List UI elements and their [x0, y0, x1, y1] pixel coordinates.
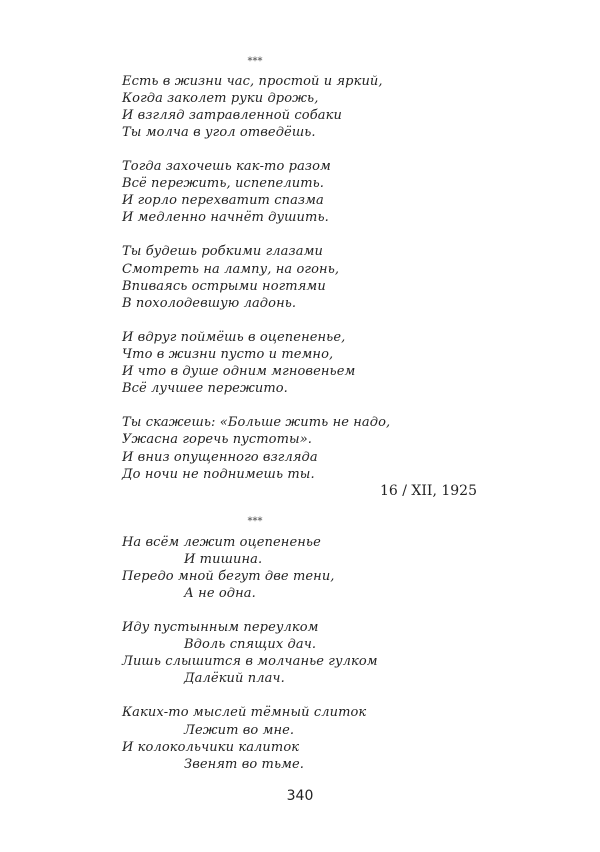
- stanza: [122, 414, 482, 482]
- poem-line: Смотреть на лампу, на огонь,: [122, 261, 340, 277]
- poem-line: Звенят во тьме.: [184, 756, 305, 772]
- poem-line: До ночи не поднимешь ты.: [122, 466, 315, 482]
- poem-line: И колокольчики калиток: [122, 739, 300, 755]
- poem-line: Всё пережить, испепелить.: [122, 176, 325, 192]
- poem-line: И что в душе одним мгновеньем: [122, 364, 356, 380]
- poem-line: Всё лучшее пережито.: [122, 381, 288, 397]
- poem-line: Когда заколет руки дрожь,: [122, 90, 319, 106]
- poem-line: И вниз опущенного взгляда: [122, 449, 318, 465]
- poem-line: И горло перехватит спазма: [122, 193, 324, 209]
- poem-line: В похолодевшую ладонь.: [122, 295, 297, 311]
- stanza: [122, 329, 482, 397]
- stanza: [122, 158, 482, 226]
- poem-line: А не одна.: [184, 585, 256, 601]
- poem-line: Каких-то мыслей тёмный слиток: [122, 705, 367, 721]
- poem-line: И тишина.: [184, 551, 263, 567]
- poem-line: И взгляд затравленной собаки: [122, 107, 342, 123]
- poem-line: Есть в жизни час, простой и яркий,: [122, 73, 383, 89]
- stanza: [122, 73, 482, 141]
- poem-line: Далёкий плач.: [184, 671, 285, 687]
- poem-line: Передо мной бегут две тени,: [122, 568, 335, 584]
- poem-line: Ты молча в угол отведёшь.: [122, 124, 316, 140]
- poem-2-separator: ***: [247, 516, 263, 527]
- page-number: 340: [286, 788, 314, 804]
- poem-line: Иду пустынным переулком: [122, 619, 319, 635]
- poem-line: Тогда захочешь как-то разом: [122, 158, 331, 174]
- poem-1-date: 16 / XII, 1925: [380, 483, 477, 499]
- poem-line: На всём лежит оцепененье: [122, 534, 321, 550]
- stanza: [122, 619, 482, 687]
- poem-2: [122, 534, 482, 773]
- poem-line: Что в жизни пусто и темно,: [122, 347, 334, 362]
- poem-1-separator: ***: [247, 56, 263, 67]
- poem-line: Лежит во мне.: [184, 722, 295, 738]
- poem-line: Вдоль спящих дач.: [184, 637, 317, 653]
- poem-1: [122, 73, 482, 483]
- stanza: [122, 243, 482, 311]
- poem-line: И медленно начнёт душить.: [122, 210, 329, 226]
- poem-line: Лишь слышится в молчанье гулком: [122, 654, 378, 670]
- poem-line: Ты скажешь: «Больше жить не надо,: [122, 415, 391, 431]
- poem-line: И вдруг поймёшь в оцепененье,: [122, 329, 346, 345]
- poem-line: Ужасна горечь пустоты».: [122, 432, 313, 448]
- stanza: [122, 704, 482, 772]
- stanza: [122, 534, 482, 602]
- poem-line: Ты будешь робкими глазами: [122, 244, 323, 260]
- poem-line: Впиваясь острыми ногтями: [122, 278, 326, 294]
